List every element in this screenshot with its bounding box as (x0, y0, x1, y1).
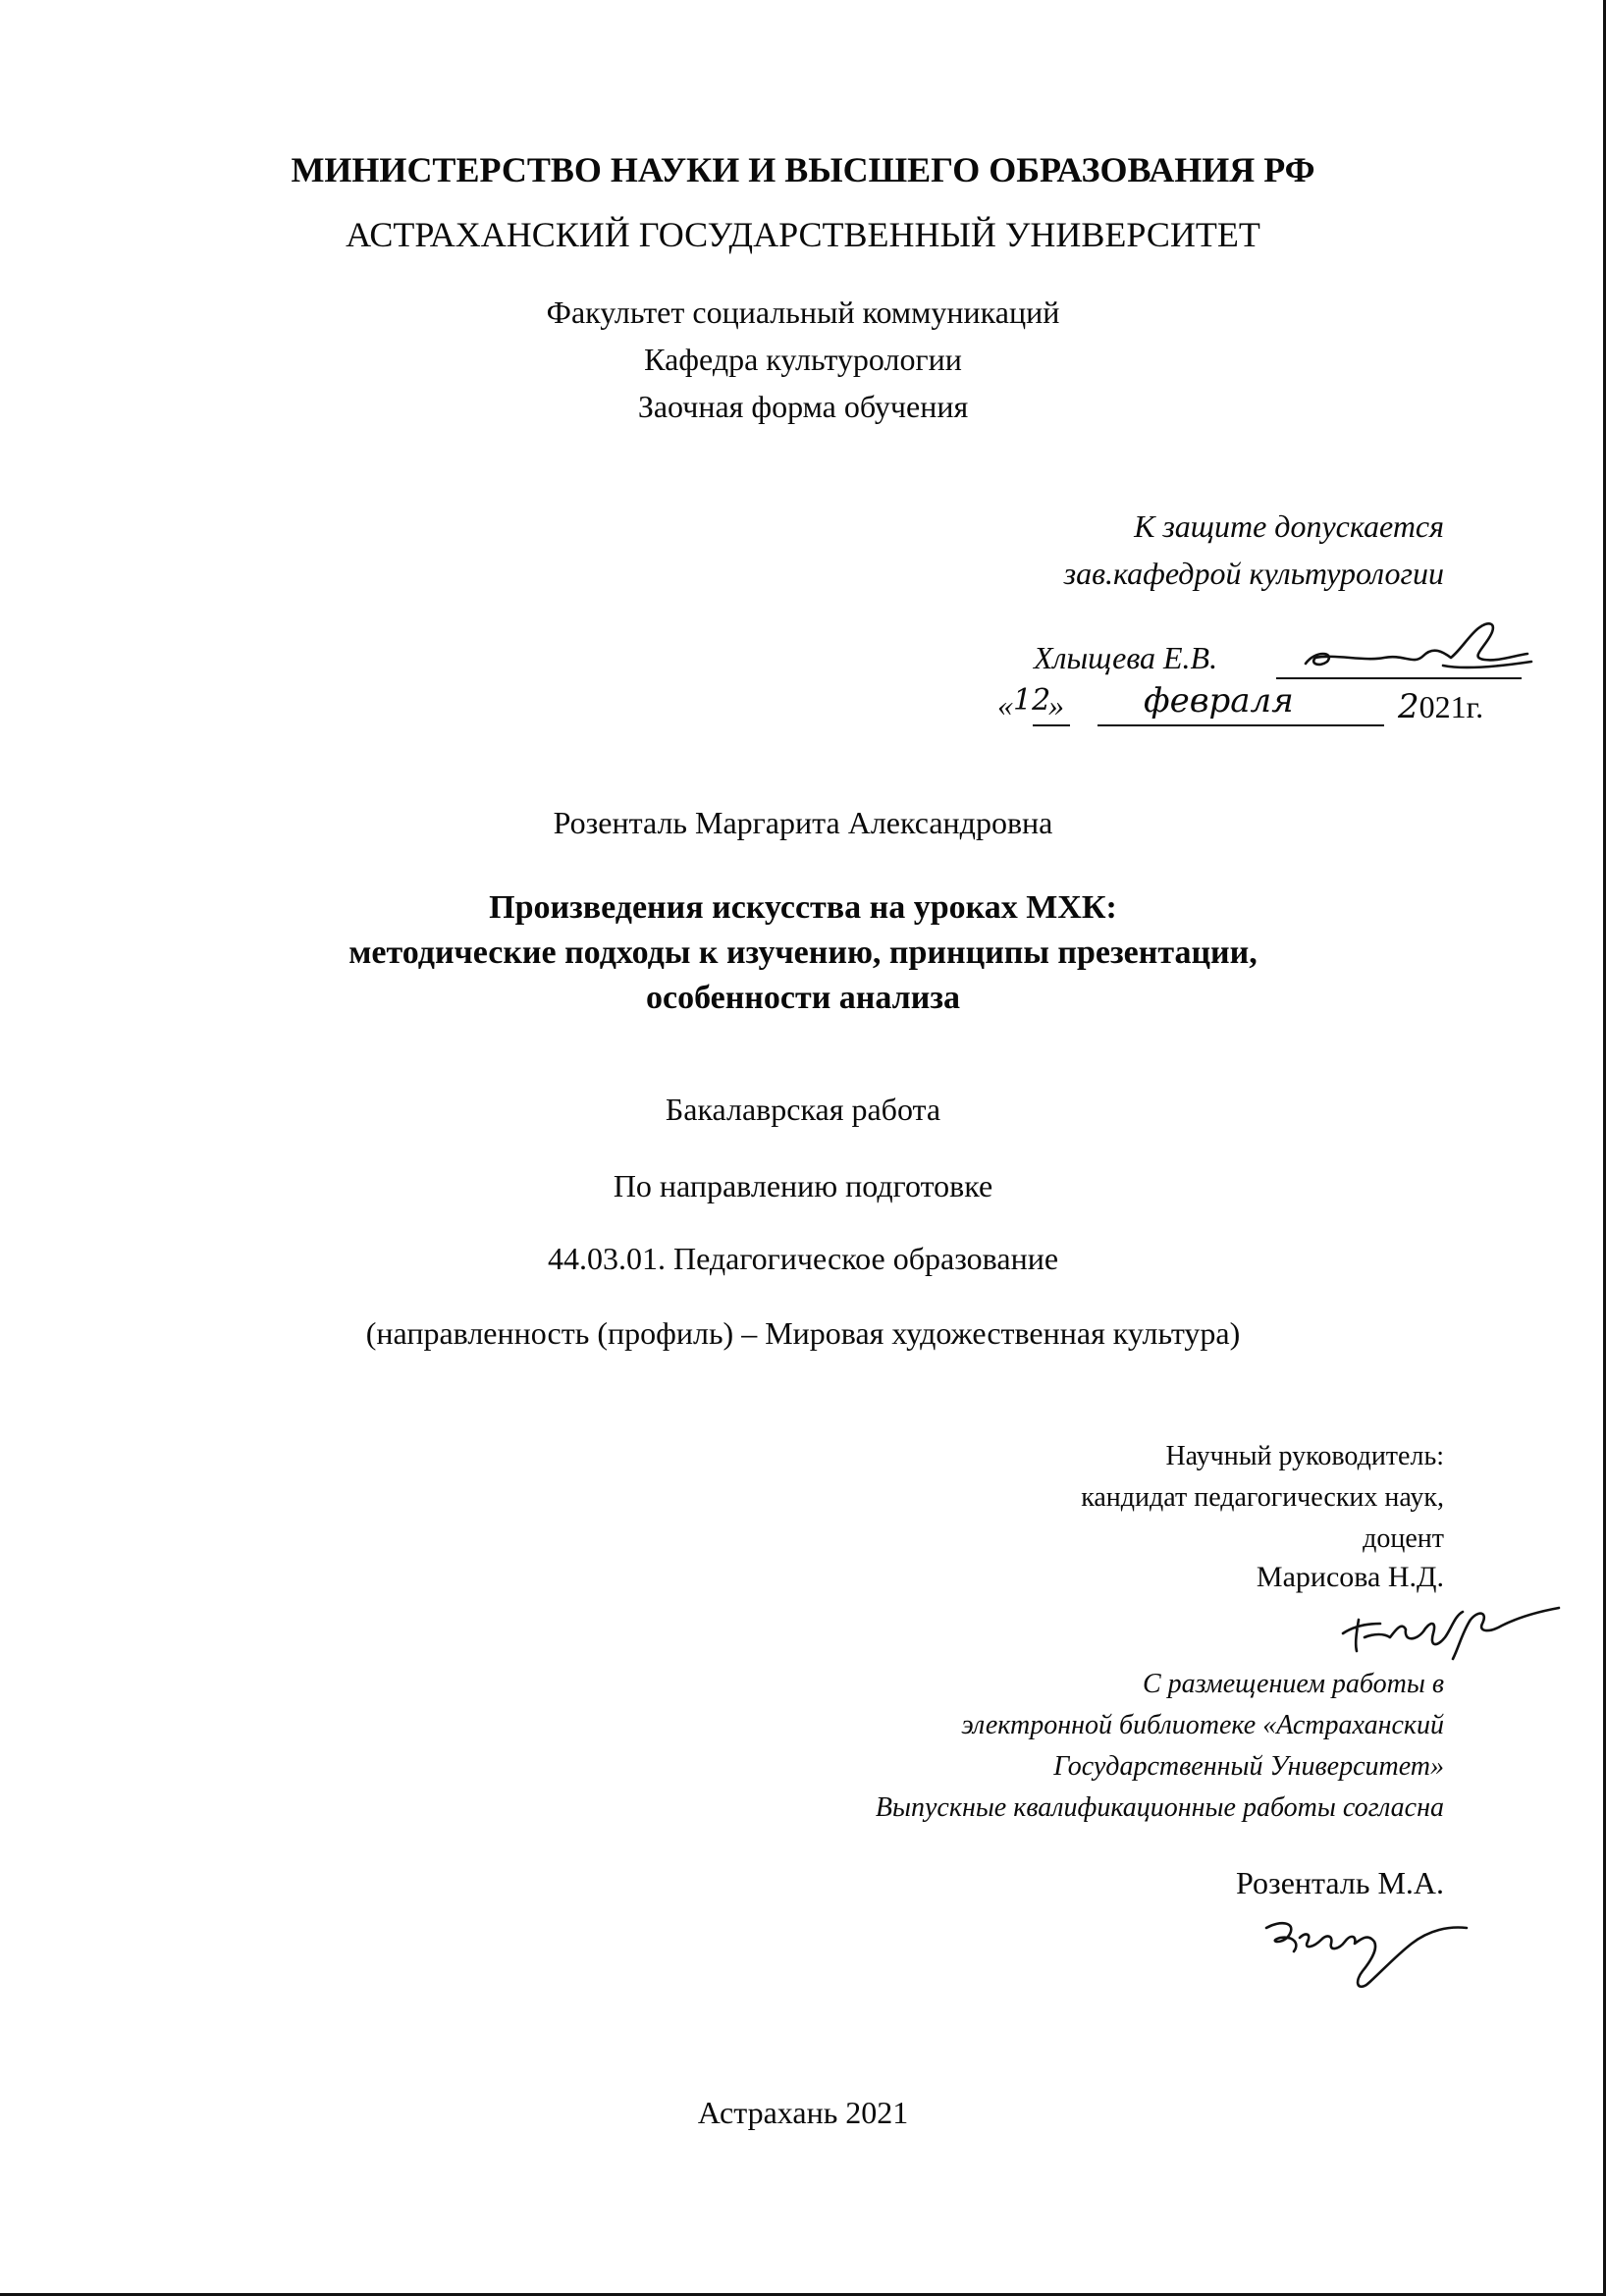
student-signature (1247, 1902, 1482, 2001)
direction-code: 44.03.01. Педагогическое образование (547, 1241, 1059, 1276)
department-line: Кафедра культурологии (644, 342, 962, 377)
thesis-title-line-2: методические подходы к изучению, принципы презентации, (348, 934, 1258, 971)
study-form-line: Заочная форма обучения (637, 389, 969, 424)
student-signoff-name: Розенталь М.А. (1236, 1865, 1444, 1900)
date-line (997, 683, 1064, 723)
profile-line: (направленность (профиль) – Мировая художественная культура) (365, 1315, 1241, 1351)
admission-line-1: К защите допускается (1134, 508, 1444, 544)
consent-line-1: С размещением работы в (1142, 1669, 1444, 1699)
work-type: Бакалаврская работа (665, 1092, 941, 1127)
faculty-line: Факультет социальный коммуникаций (546, 294, 1060, 330)
date-day-underline (1033, 724, 1070, 726)
head-of-department-name: Хлыщева Е.В. (1034, 640, 1218, 675)
university-heading: АСТРАХАНСКИЙ ГОСУДАРСТВЕННЫЙ УНИВЕРСИТЕТ (346, 215, 1260, 254)
supervisor-name: Марисова Н.Д. (1256, 1561, 1444, 1593)
consent-line-4: Выпускные квалификационные работы согласна (875, 1792, 1444, 1823)
date-quote-close: » (1048, 687, 1064, 722)
ministry-heading: МИНИСТЕРСТВО НАУКИ И ВЫСШЕГО ОБРАЗОВАНИЯ РФ (291, 150, 1315, 189)
head-signature (1296, 607, 1541, 685)
supervisor-degree: кандидат педагогических наук, (1081, 1482, 1444, 1513)
date-year-suffix: 021г. (1419, 689, 1484, 724)
thesis-title-line-3: особенности анализа (645, 980, 960, 1016)
thesis-title-line-1: Произведения искусства на уроках МХК: (489, 889, 1117, 926)
admission-line-2: зав.кафедрой культурологии (1063, 556, 1444, 591)
consent-line-3: Государственный Университет» (1053, 1751, 1444, 1782)
supervisor-rank: доцент (1363, 1523, 1444, 1554)
date-year-handwritten-digit: 2 (1398, 687, 1419, 726)
date-month-underline (1097, 724, 1384, 726)
consent-line-2: электронной библиотеке «Астраханский (961, 1710, 1444, 1740)
supervisor-signature (1335, 1590, 1571, 1669)
author-full-name: Розенталь Маргарита Александровна (553, 805, 1053, 840)
date-month: февраля (1144, 681, 1294, 721)
date-quote-open: « (997, 687, 1013, 722)
direction-label: По направлению подготовке (613, 1168, 993, 1203)
supervisor-label: Научный руководитель: (1165, 1441, 1444, 1471)
city-and-year: Астрахань 2021 (697, 2095, 909, 2130)
date-year (1398, 687, 1483, 726)
date-day: 12 (1013, 683, 1051, 718)
